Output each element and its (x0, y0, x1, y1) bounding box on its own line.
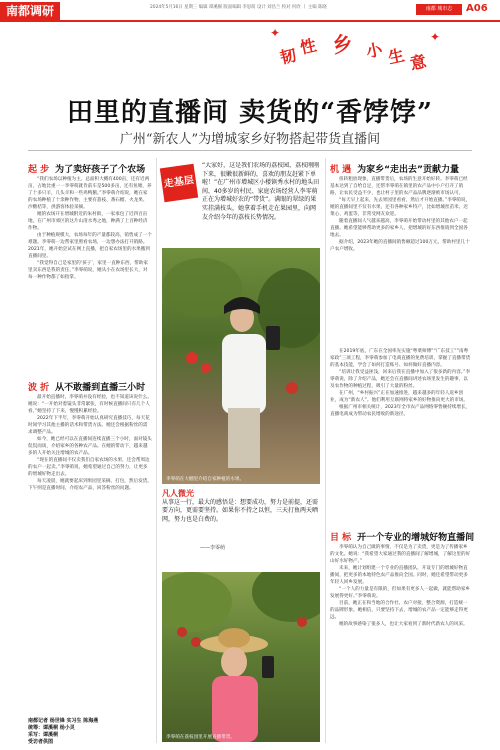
banner-word: 韧 (278, 45, 299, 68)
section-heading-opportunity: 机 遇 为家乡“走出去”贡献力量 (330, 165, 459, 175)
column-divider (325, 158, 326, 743)
banner-word: 生 (386, 45, 407, 68)
photo-greenhouse (162, 248, 320, 484)
section-brand: 南都调研 (0, 2, 60, 20)
series-banner (270, 24, 450, 82)
section-heading-start: 起 步 为了卖好孩子了个农场 (28, 165, 146, 175)
banner-word: 意 (408, 51, 429, 74)
title-divider (28, 150, 472, 151)
photo-caption: 李零萌在荔枝园里开展直播带货。 (166, 735, 235, 740)
body-text-col3a: 扭转粗放现象，直播带货后，农场的生意开始好转。李零萌已经基本达到了自给自足，还帮李零萌在镇里的农产品中小户打开了销路，让农民受益不少，也让村子里的农产品品牌逐渐被市场认可。 “每天早上起来，先去果园里看看，然后才开始直播。”李零萌说，她的直播间里不仅有水果，还有各种家乡特产，比如增城丝苗米、迟菜心、鸡蛋等，非常受网友欢迎。 随着直播间人气越来越高，李零萌开始带动村里的其他农户一起直播。她希望能够帮助更多的家乡人，把增城的好东西推销到全国各地去。 据介绍，2023年她的直播间销售额超过100万元，帮助村里几十户农户增收。 (330, 177, 471, 252)
byline-credits: 南都记者 杨世锋 实习生 陈海燕 统筹：谭溪桐 杨小灵 采写：谭溪桐 受访者供图 (28, 718, 99, 745)
page-number: A06 (466, 3, 488, 14)
banner-word: 小 (364, 39, 385, 62)
section-heading-goal: 目 标 开一个专业的增城好物直播间 (330, 533, 475, 543)
body-text-col3c: 李零萌认为自己做的事情，不仅是为了卖货，更是为了传播家乡的文化。她说：“我希望大家通过我的直播间了解增城，了解这里的好山好水好物产。” 未来，她计划组建一个专业的直播团队，开设专门的增城好物直播间，把更多的本地特色农产品推向全国。同时，她还希望带动更多年轻人回乡发展。 “一个人的力量是有限的，但如果有更多人一起做，就能帮助家乡发展得更好。”李零萌说。 目前，她正在和当地的合作社、农户对接，整合资源，打造统一的品牌形象。她相信，只要坚持下去，增城的农产品一定能够走得更远。 她的故事感染了很多人，也让大家看到了新时代新农人的风采。 (330, 545, 471, 627)
quote2-label: 凡人微光 (162, 489, 194, 498)
subheadline: 广州“新农人”为增城家乡好物搭起带货直播间 (119, 132, 381, 147)
column-divider (156, 158, 157, 743)
quote2-text: 从事这一行，最大的感悟是：想要成功，努力是前提，还需要方向，更需要坚持。如果你不持之以恒，三天打鱼两天晒网，努力也是白费的。 (162, 499, 319, 523)
header-rule (0, 20, 500, 22)
star-icon: ✦ (430, 30, 441, 44)
person-illustration (162, 248, 320, 484)
quote2-signature: ——李零萌 (200, 545, 226, 551)
photo-caption: 李零萌在大棚里介绍自家种植的水果。 (166, 477, 245, 482)
banner-word: 乡 (330, 30, 355, 58)
star-icon: ✦ (270, 26, 281, 40)
banner-word: 性 (298, 35, 319, 58)
body-text-col1b: 最开始直播时，李零萌并没有经验，也不知道该说什么。她说：“一开始对着镜头非常紧张，有时候直播间只有几个人看。”她坚持了下来，慢慢积累经验。 2022年下半年，李零萌开始认真研究直播技巧，每天花时间学习其他主播的话术和带货方法。她还会根据粉丝的需求调整产品。 如今，她已经可以在直播间连续直播三个小时，面对镜头侃侃而谈，介绍家乡的各种农产品。在她的带动下，越来越多的人开始关注增城的农产品。 “现在的直播间不仅卖我们自家农场的水果，还会帮周边的农户一起卖。”李零萌说，她希望通过自己的努力，让更多的增城好物走出去。 每天凌晨，她就要起床到果园里采摘、打包，然后发货。下午则是直播时间，介绍农产品，回答粉丝的问题。 (28, 395, 152, 491)
issue-meta: 2024年5月16日 星期三 编辑 谭溪桐 版面编辑 李思萌 设计 刘昌兰 校对 何欣 丨 主编 陈晓 (150, 5, 327, 10)
body-text-col3b: 在2019年底，广东在全国率先实施“粤菜师傅”“广东技工”“南粤家政”三项工程，李零萌参加了电商直播的免费培训，掌握了直播带货的基本技能，学会了如何打造账号、如何做好直播内容。 “培训让我受益匪浅，回来后我在直播中加入了很多新的内容。”李零萌说，除了介绍产品，她还会在直播间讲述农场里发生的趣事，以及农作物的种植过程，吸引了大量的粉丝。 在广州，“乡村振兴”正在加速推进，越来越多的年轻人返乡创业，成为“新农人”。他们利用互联网将家乡的好物推向更大的市场。 根据广州市相关统计，2023年全市农产品网络零售额持续增长，直播电商成为带动农民增收的新途径。 (330, 349, 471, 417)
photo-orchard (162, 572, 320, 742)
orchard-illustration (162, 572, 320, 742)
lead-quote-text: “大家好，这是我们农场的荔枝园，荔枝刚刚下来，很嫩很新鲜的，喜欢的朋友赶紧下单啦！”在广州市增城区小楼镇秀水村的地头田间，40多岁的村民、家庭农场经营人李零萌正在为增城好农的“带货”。满眼的翠绿的果实挂满枝头，她拿着手机走在果园里，向网友介绍今年的荔枝长势情况。 (202, 162, 320, 221)
page-header (0, 0, 500, 20)
edition-tag: 南都 城市志 (416, 4, 462, 15)
section-heading-twists: 波 折 从不敢播到直播三小时 (28, 383, 146, 393)
grassroots-badge: 走基层 (160, 164, 198, 202)
body-text-col1a: “我们农场以种植为主，总面积大概有400亩，还有近两亩，占地比重一一李零萌就肯前车是500多亩，还有鱼塘，养了十多只羊，几头羊和一些鸡鸭鹅。”李零萌介绍说，她在家的农场种植了十余种作物，主要有荔枝、番石榴、火龙果、沙糖桔等，供游客体验采摘。 她的农场开在增城附近的朱村街，一家承包了近四百亩地，在广州市郊区的这片山清水秀之地，种满了上百种经济作物。 由于种植规模大，农场每年的产量都较高，销售成了一个难题。李零萌一边帮家里照看农场，一边想办法打开销路。2021年，她开始尝试在网上直播，把自家农场里的水果搬到直播间里。 “我觉得自己是家里的‘孩子’，家里一直种东西，帮助家里卖东西是我的责任。”李零萌说，她从小在农场里长大，对每一种作物都了如指掌。 (28, 177, 152, 280)
headline: 田里的直播间 卖货的“香饽饽” (67, 98, 433, 128)
